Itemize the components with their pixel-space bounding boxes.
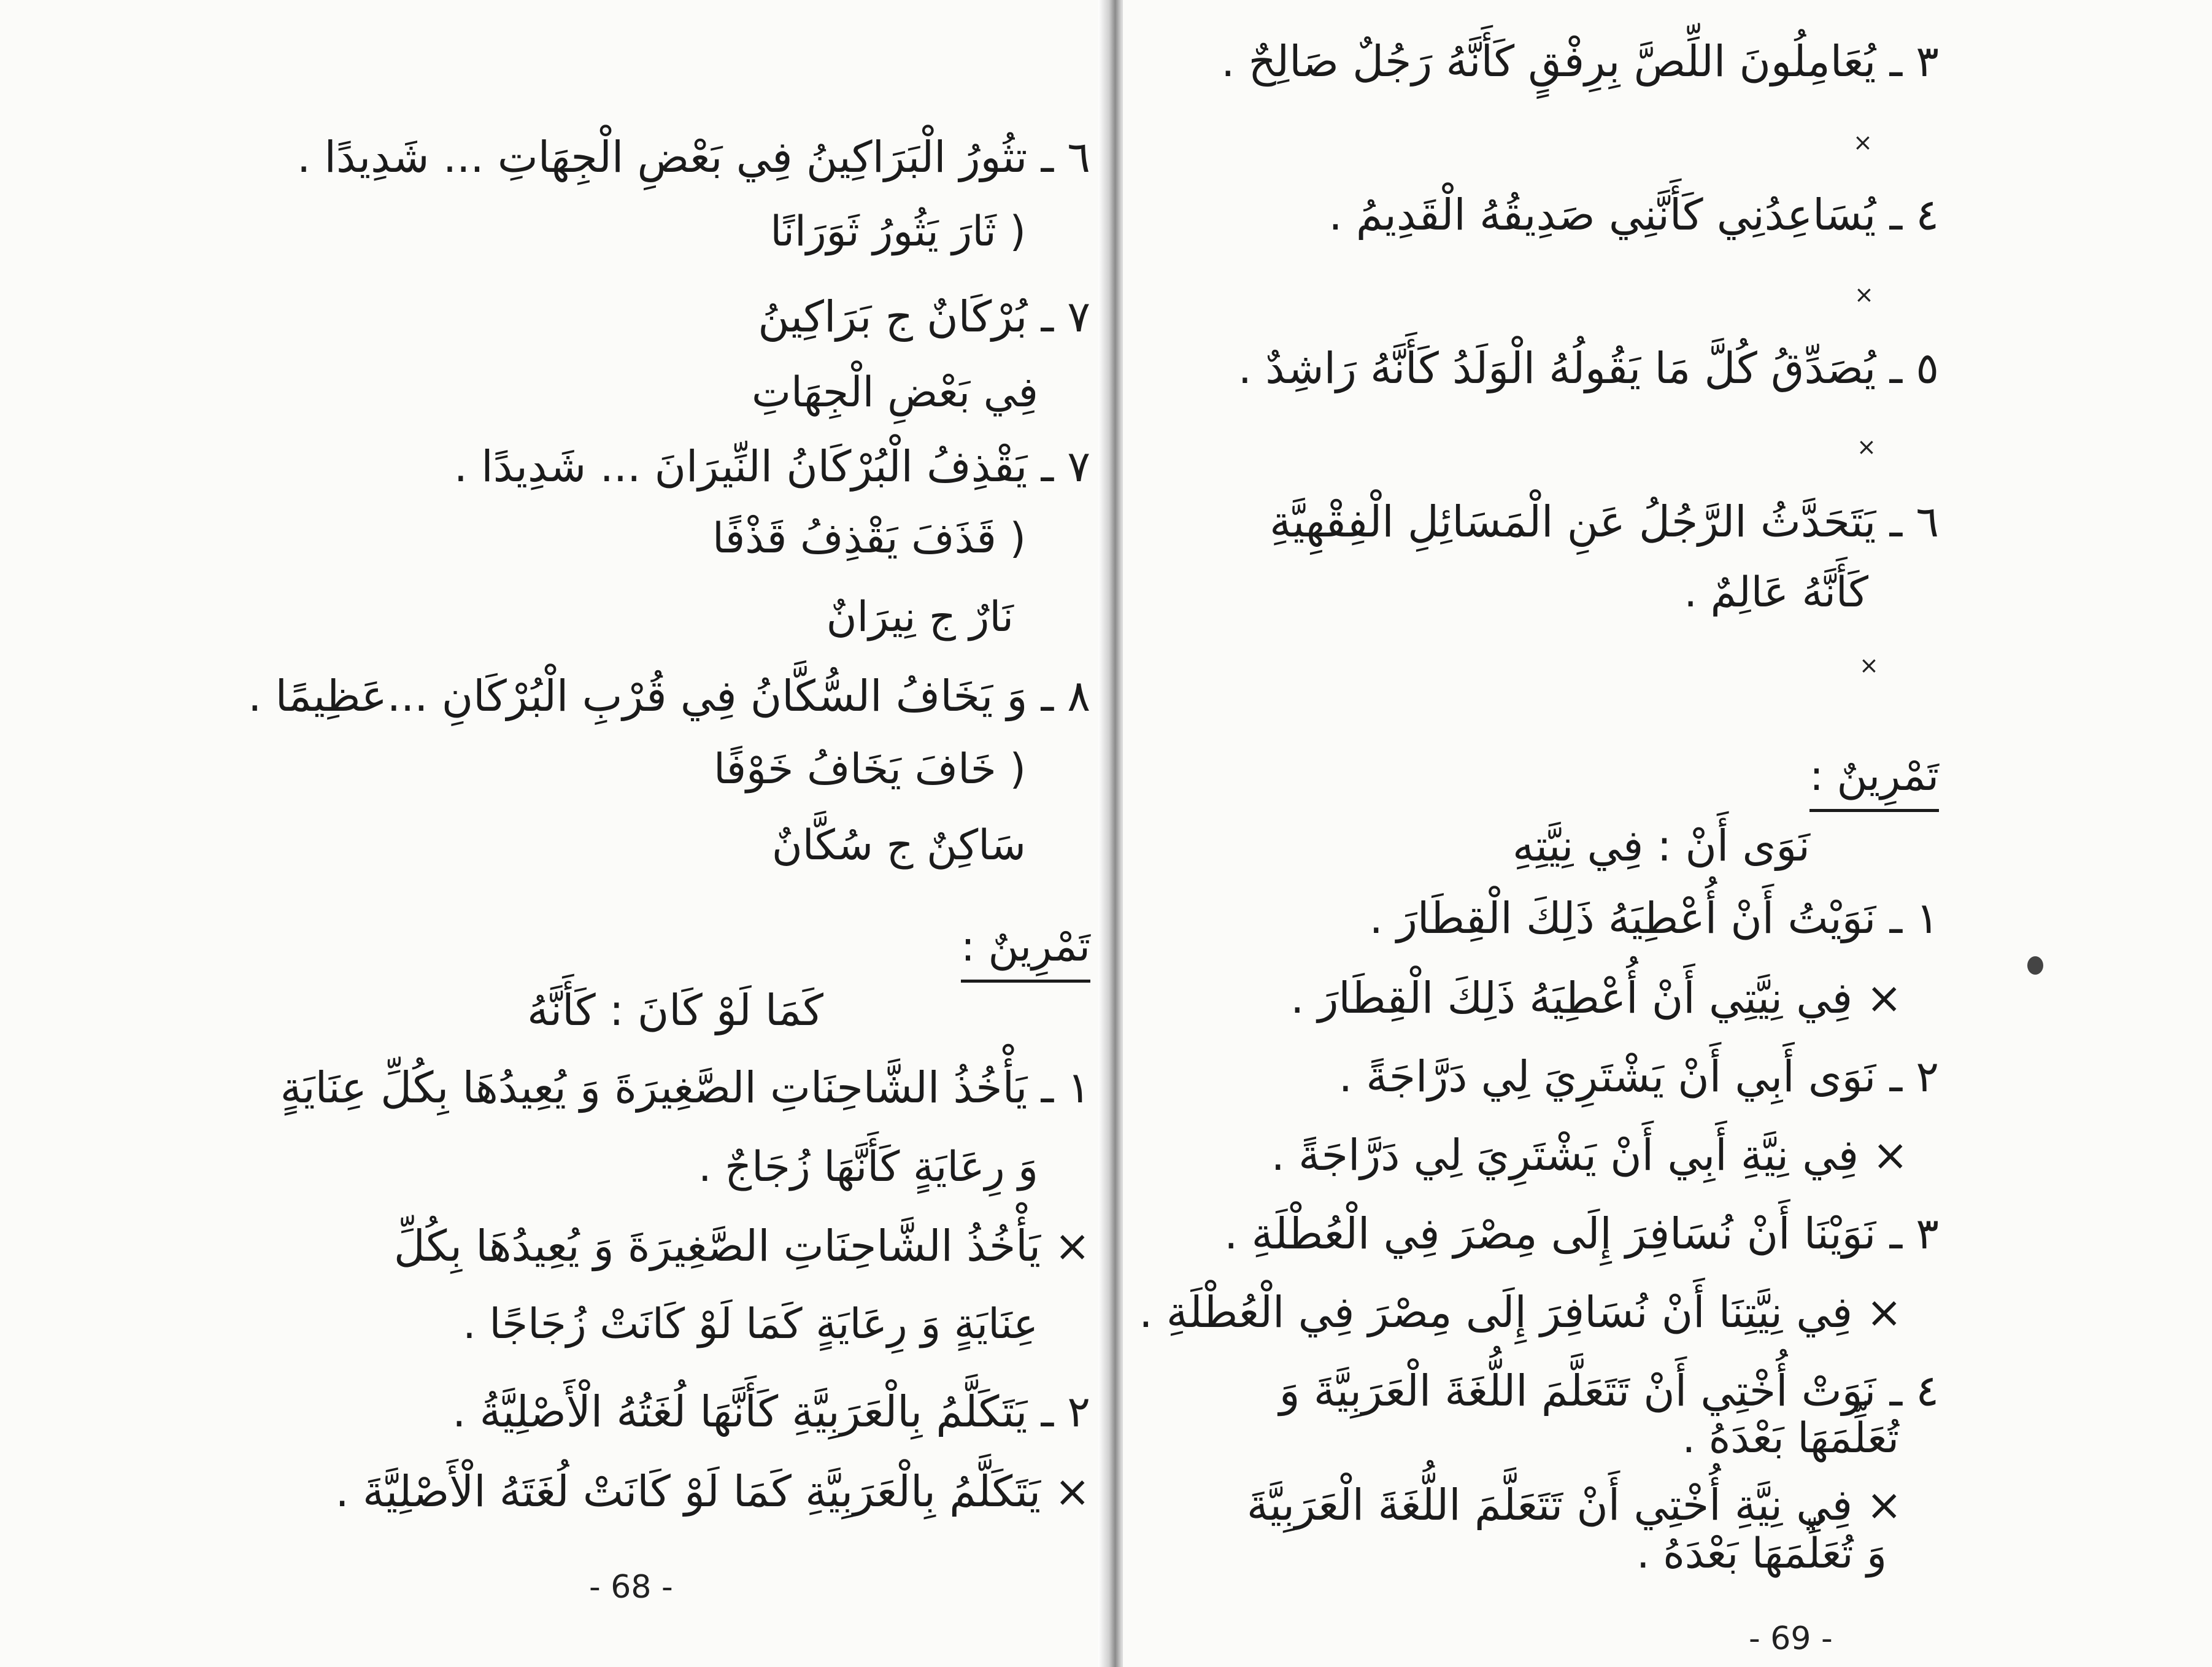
- exercise-line: ١ ـ نَوَيْتُ أَنْ أُعْطِيَهُ ذَلِكَ الْقِطَارَ .: [1369, 893, 1939, 943]
- exercise-line: × يَأْخُذُ الشَّاحِنَاتِ الصَّغِيرَةَ وَ يُعِيدُهَا بِكُلِّ: [393, 1221, 1090, 1271]
- exercise-line: ١ ـ يَأْخُذُ الشَّاحِنَاتِ الصَّغِيرَةَ وَ يُعِيدُهَا بِكُلِّ عِنَايَةٍ: [280, 1062, 1090, 1113]
- text-line: كَأَنَّهُ عَالِمٌ .: [1684, 568, 1868, 617]
- exercise-subtitle: كَمَا لَوْ كَانَ : كَأَنَّهُ: [527, 985, 823, 1035]
- text-line: سَاكِنٌ ج سُكَّانٌ: [771, 821, 1026, 870]
- x-mark: ×: [1857, 433, 1876, 460]
- exercise-subtitle: نَوَى أَنْ : فِي نِيَّتِهِ: [1513, 821, 1810, 871]
- exercise-heading: تَمْرِينٌ :: [1809, 749, 1939, 812]
- text-line: ٧ ـ بُرْكَانٌ ج بَرَاكِينُ: [758, 292, 1090, 342]
- exercise-line: × فِي نِيَّتِي أَنْ أُعْطِيَهُ ذَلِكَ الْقِطَارَ .: [1290, 973, 1902, 1023]
- exercise-line: تُعَلِّمَهَا بَعْدَهُ .: [1682, 1414, 1899, 1463]
- page-number: - 69 -: [1749, 1620, 1833, 1657]
- text-line: ( ثَارَ يَثُورُ ثَوَرَانًا: [770, 207, 1026, 256]
- x-mark: ×: [1854, 281, 1874, 308]
- text-line: نَارٌ ج نِيرَانٌ: [826, 593, 1014, 641]
- text-line: ٦ ـ تثُورُ الْبَرَاكِينُ فِي بَعْضِ الْجِهَاتِ ... شَدِيدًا .: [297, 132, 1090, 182]
- text-line: ٥ ـ يُصَدِّقُ كُلَّ مَا يَقُولُهُ الْوَلَدُ كَأَنَّهُ رَاشِدٌ .: [1238, 343, 1939, 393]
- exercise-line: ٤ ـ نَوَتْ أُخْتِي أَنْ تَتَعَلَّمَ اللُّغَةَ الْعَرَبِيَّةَ وَ: [1279, 1366, 1939, 1416]
- exercise-line: × يَتَكَلَّمُ بِالْعَرَبِيَّةِ كَمَا لَوْ كَانَتْ لُغَتَهُ الْأَصْلِيَّةَ .: [335, 1466, 1090, 1517]
- text-line: ٨ ـ وَ يَخَافُ السُّكَّانُ فِي قُرْبِ الْبُرْكَانِ ...عَظِيمًا .: [248, 671, 1090, 721]
- ink-speck: [2027, 956, 2043, 975]
- exercise-heading: تَمْرِينٌ :: [961, 919, 1090, 983]
- x-mark: ×: [1859, 652, 1879, 679]
- exercise-line: × فِي نِيَّةِ أُخْتِي أَنْ تَتَعَلَّمَ اللُّغَةَ الْعَرَبِيَّةَ: [1246, 1480, 1902, 1530]
- text-line: ٣ ـ يُعَامِلُونَ اللِّصَّ بِرِفْقٍ كَأَنَّهُ رَجُلٌ صَالِحٌ .: [1221, 36, 1939, 87]
- exercise-line: وَ تُعَلِّمَهَا بَعْدَهُ .: [1636, 1530, 1887, 1578]
- exercise-line: ٣ ـ نَوَيْنَا أَنْ نُسَافِرَ إِلَى مِصْرَ فِي الْعُطْلَةِ .: [1224, 1209, 1939, 1259]
- text-line: ( خَافَ يَخَافُ خَوْفًا: [713, 745, 1026, 794]
- text-line: فِي بَعْضِ الْجِهَاتِ: [751, 368, 1038, 417]
- page-69: [1123, 0, 2212, 1667]
- x-mark: ×: [1853, 129, 1873, 156]
- exercise-line: × فِي نِيَّتِنَا أَنْ نُسَافِرَ إِلَى مِصْرَ فِي الْعُطْلَةِ .: [1139, 1287, 1902, 1337]
- text-line: ٤ ـ يُسَاعِدُنِي كَأَنَّنِي صَدِيقُهُ الْقَدِيمُ .: [1328, 190, 1939, 240]
- text-line: ٦ ـ يَتَحَدَّثُ الرَّجُلُ عَنِ الْمَسَائِلِ الْفِقْهِيَّةِ: [1270, 497, 1939, 547]
- exercise-line: وَ رِعَايَةٍ كَأَنَّهَا زُجَاجٌ .: [698, 1143, 1038, 1191]
- text-line: ٧ ـ يَقْذِفُ الْبُرْكَانُ النِّيرَانَ ... شَدِيدًا .: [453, 441, 1090, 492]
- page-number: - 68 -: [589, 1569, 673, 1606]
- exercise-line: ٢ ـ نَوَى أَبِي أَنْ يَشْتَرِيَ لِي دَرَّاجَةً .: [1338, 1051, 1939, 1102]
- exercise-line: عِنَايَةٍ وَ رِعَايَةٍ كَمَا لَوْ كَانَتْ زُجَاجًا .: [463, 1300, 1038, 1348]
- exercise-line: ٢ ـ يَتَكَلَّمُ بِالْعَرَبِيَّةِ كَأَنَّهَا لُغَتُهُ الْأَصْلِيَّةُ .: [452, 1387, 1090, 1437]
- text-line: ( قَذَفَ يَقْذِفُ قَذْفًا: [712, 514, 1026, 563]
- exercise-line: × فِي نِيَّةِ أَبِي أَنْ يَشْتَرِيَ لِي دَرَّاجَةً .: [1271, 1130, 1908, 1180]
